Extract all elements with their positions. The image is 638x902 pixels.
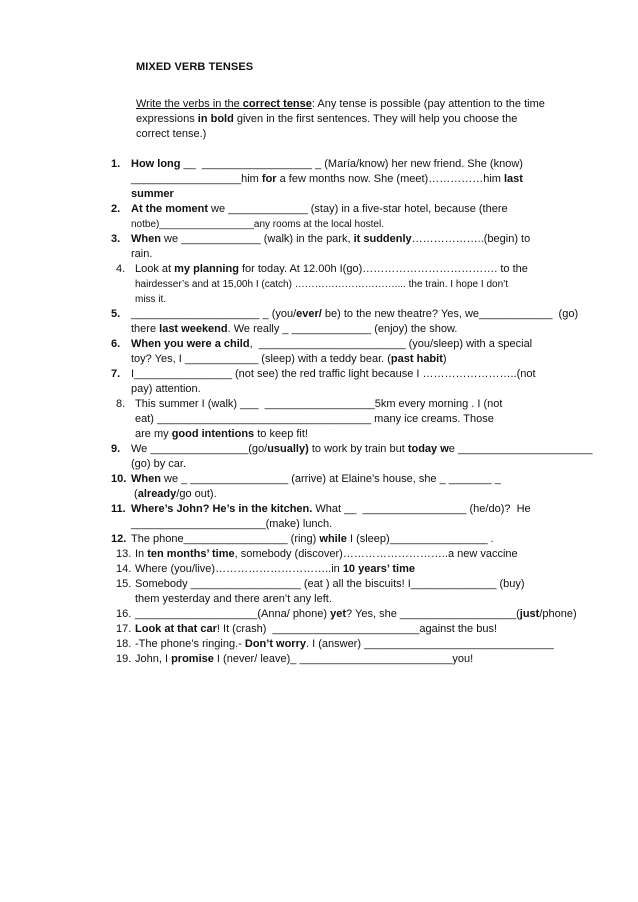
item-number: 9. — [111, 443, 121, 455]
item-number: 14. — [116, 563, 132, 575]
item-text: ) — [442, 353, 447, 365]
item-text: there — [131, 323, 160, 335]
bold-phrase: 10 years’ time — [342, 563, 415, 575]
item-line — [135, 397, 623, 412]
item-number: 17. — [116, 623, 132, 635]
item-text: to work by train but — [308, 443, 408, 455]
item-number: 15. — [116, 578, 132, 590]
item-line — [135, 592, 623, 607]
item-number: 12. — [111, 533, 127, 545]
item-text: we _____________ (walk) in the park, — [160, 233, 354, 245]
item-line — [131, 337, 623, 352]
bold-phrase: last — [504, 173, 523, 185]
item-line — [135, 562, 623, 577]
item-line — [131, 307, 623, 322]
item-number: 18. — [116, 638, 132, 650]
instructions-bold-2: in bold — [197, 113, 234, 125]
item-line — [135, 607, 623, 622]
item-text: for today. At 12.00h I(go)………………………………. to the — [238, 263, 528, 275]
item-text: eat) ___________________________________ many ice creams. Those — [135, 413, 494, 425]
item-number: 13. — [116, 548, 132, 560]
exercise-item — [108, 622, 623, 637]
item-line — [131, 322, 623, 337]
bold-phrase: usually) — [267, 443, 309, 455]
item-text: ! It (crash) ________________________against the bus! — [216, 623, 498, 635]
item-text: a few months now. She (meet)……………him — [276, 173, 504, 185]
item-line — [131, 367, 623, 382]
worksheet-title: MIXED VERB TENSES — [136, 61, 254, 73]
bold-phrase: it suddenly — [353, 233, 412, 245]
item-line — [131, 217, 623, 232]
item-text: ______________________(make) lunch. — [131, 518, 333, 530]
exercise-item — [108, 502, 623, 532]
item-line — [131, 172, 623, 187]
exercise-item — [108, 367, 623, 397]
bold-phrase: At the moment — [131, 203, 208, 215]
item-number: 11. — [111, 503, 126, 515]
item-line — [135, 547, 623, 562]
item-text: toy? Yes, I ____________ (sleep) with a teddy bear. ( — [131, 353, 391, 365]
item-text: are my — [135, 428, 172, 440]
bold-phrase: while — [319, 533, 347, 545]
exercise-item — [108, 202, 623, 232]
exercise-item — [108, 307, 623, 337]
bold-phrase: already — [137, 488, 177, 500]
item-number: 2. — [111, 203, 121, 215]
item-line — [131, 202, 623, 217]
bold-phrase: Don’t worry — [244, 638, 306, 650]
bold-phrase: Look at that car — [135, 623, 217, 635]
item-text: What __ _________________ (he/do)? He — [312, 503, 531, 515]
item-text: to keep fit! — [254, 428, 308, 440]
item-text: . I (answer) _______________________________ — [306, 638, 554, 650]
instructions-bold-1: correct tense — [242, 98, 312, 110]
exercise-item — [108, 397, 623, 442]
item-text: pay) attention. — [131, 383, 201, 395]
item-number: 3. — [111, 233, 121, 245]
item-text: , somebody (discover)………………………..a new vaccine — [234, 548, 518, 560]
item-line — [135, 292, 623, 307]
item-text: I (never/ leave)_ _________________________you! — [213, 653, 474, 665]
item-line — [135, 262, 623, 277]
item-line — [131, 232, 623, 247]
bold-phrase: today w — [407, 443, 449, 455]
item-number: 10. — [111, 473, 127, 485]
item-number: 8. — [116, 398, 126, 410]
item-number: 4. — [116, 263, 126, 275]
item-text: miss it. — [135, 294, 167, 305]
exercise-item — [108, 262, 623, 307]
bold-phrase: promise — [171, 653, 214, 665]
item-line — [131, 382, 623, 397]
item-text: e ______________________ — [448, 443, 593, 455]
item-text: John, I — [135, 653, 172, 665]
bold-phrase: When you were a child — [131, 338, 250, 350]
item-text: ………………..(begin) to — [411, 233, 531, 245]
item-line — [135, 427, 623, 442]
item-line — [131, 487, 623, 502]
item-text: The phone_________________ (ring) — [131, 533, 320, 545]
exercise-item — [108, 157, 623, 202]
bold-phrase: just — [519, 608, 540, 620]
item-text: We ________________(go/ — [131, 443, 268, 455]
item-text: Where (you/live)…………………………..in — [135, 563, 343, 575]
exercise-item — [108, 337, 623, 367]
item-line — [135, 412, 623, 427]
item-number: 16. — [116, 608, 132, 620]
item-text: ( — [131, 488, 138, 500]
item-text: notbe)_________________any rooms at the local hostel. — [131, 219, 384, 230]
item-text: /go out). — [176, 488, 217, 500]
bold-phrase: When — [131, 473, 161, 485]
bold-phrase: yet — [330, 608, 347, 620]
item-text: ____________________(Anna/ phone) — [135, 608, 331, 620]
bold-phrase: for — [261, 173, 277, 185]
item-line — [135, 637, 623, 652]
item-line — [131, 157, 623, 172]
item-line — [131, 247, 623, 262]
item-text: Somebody __________________ (eat ) all the biscuits! I______________ (buy) — [135, 578, 525, 590]
exercise-item — [108, 547, 623, 562]
instructions-text-1: Write the verbs in the — [136, 98, 243, 110]
bold-phrase: good intentions — [171, 428, 255, 440]
item-text: Look at — [135, 263, 175, 275]
exercise-item — [108, 232, 623, 262]
item-line — [131, 187, 623, 202]
item-text: them yesterday and there aren’t any left. — [135, 593, 332, 605]
item-text: (go) by car. — [131, 458, 187, 470]
item-text: __ __________________ _ (María/know) her new friend. She (know) — [180, 158, 523, 170]
item-text: This summer I (walk) ___ __________________5km every morning . I (not — [135, 398, 503, 410]
item-text: -The phone’s ringing.- — [135, 638, 245, 650]
item-text: rain. — [131, 248, 153, 260]
item-text: /phone) — [539, 608, 577, 620]
bold-phrase: How long — [131, 158, 181, 170]
item-text: we _ ________________ (arrive) at Elaine’s house, she _ _______ _ — [160, 473, 501, 485]
item-text: be) to the new theatre? Yes, we____________ (go) — [321, 308, 579, 320]
instructions-text-3: given in the first sentences. They will help you choose the correct tense.) — [136, 113, 518, 140]
item-line — [131, 532, 623, 547]
instructions-text-2: : Any tense is possible (pay attention to the time expressions — [136, 98, 545, 125]
item-number: 7. — [111, 368, 121, 380]
item-text: hairdesser’s and at 15,00h I (catch) ………………………….... the train. I hope I don’t — [135, 279, 509, 290]
item-number: 6. — [111, 338, 121, 350]
item-text: we _____________ (stay) in a five-star hotel, because (there — [208, 203, 508, 215]
item-text: ? Yes, she ___________________( — [346, 608, 520, 620]
exercise-item — [108, 607, 623, 622]
item-line — [131, 502, 623, 517]
item-line — [131, 472, 623, 487]
instructions — [136, 97, 546, 142]
bold-phrase: last weekend — [159, 323, 228, 335]
item-text: In — [135, 548, 148, 560]
item-line — [135, 652, 623, 667]
item-line — [131, 442, 623, 457]
bold-phrase: my planning — [174, 263, 239, 275]
item-text: , ________________________ (you/sleep) with a special — [249, 338, 533, 350]
exercise-item — [108, 577, 623, 607]
exercise-item — [108, 442, 623, 472]
item-text: . We really _ _____________ (enjoy) the show. — [227, 323, 458, 335]
bold-phrase: ever/ — [296, 308, 322, 320]
item-line — [135, 277, 623, 292]
bold-phrase: ten months’ time — [147, 548, 235, 560]
item-line — [135, 622, 623, 637]
item-number: 19. — [116, 653, 132, 665]
exercise-item — [108, 532, 623, 547]
item-text: I (sleep)________________ . — [346, 533, 494, 545]
bold-phrase: summer — [131, 188, 174, 200]
exercise-list — [108, 157, 623, 667]
bold-phrase: Where’s John? He’s in the kitchen. — [131, 503, 313, 515]
bold-phrase: When — [131, 233, 161, 245]
item-line — [131, 457, 623, 472]
exercise-item — [108, 472, 623, 502]
item-text: I________________ (not see) the red traffic light because I ……………………..(not — [131, 368, 536, 380]
item-text: _____________________ _ (you/ — [131, 308, 297, 320]
item-line — [131, 517, 623, 532]
exercise-item — [108, 652, 623, 667]
bold-phrase: past habit — [390, 353, 443, 365]
item-number: 5. — [111, 308, 121, 320]
item-line — [135, 577, 623, 592]
item-line — [131, 352, 623, 367]
exercise-item — [108, 637, 623, 652]
item-number: 1. — [111, 158, 121, 170]
exercise-item — [108, 562, 623, 577]
item-text: __________________him — [131, 173, 262, 185]
